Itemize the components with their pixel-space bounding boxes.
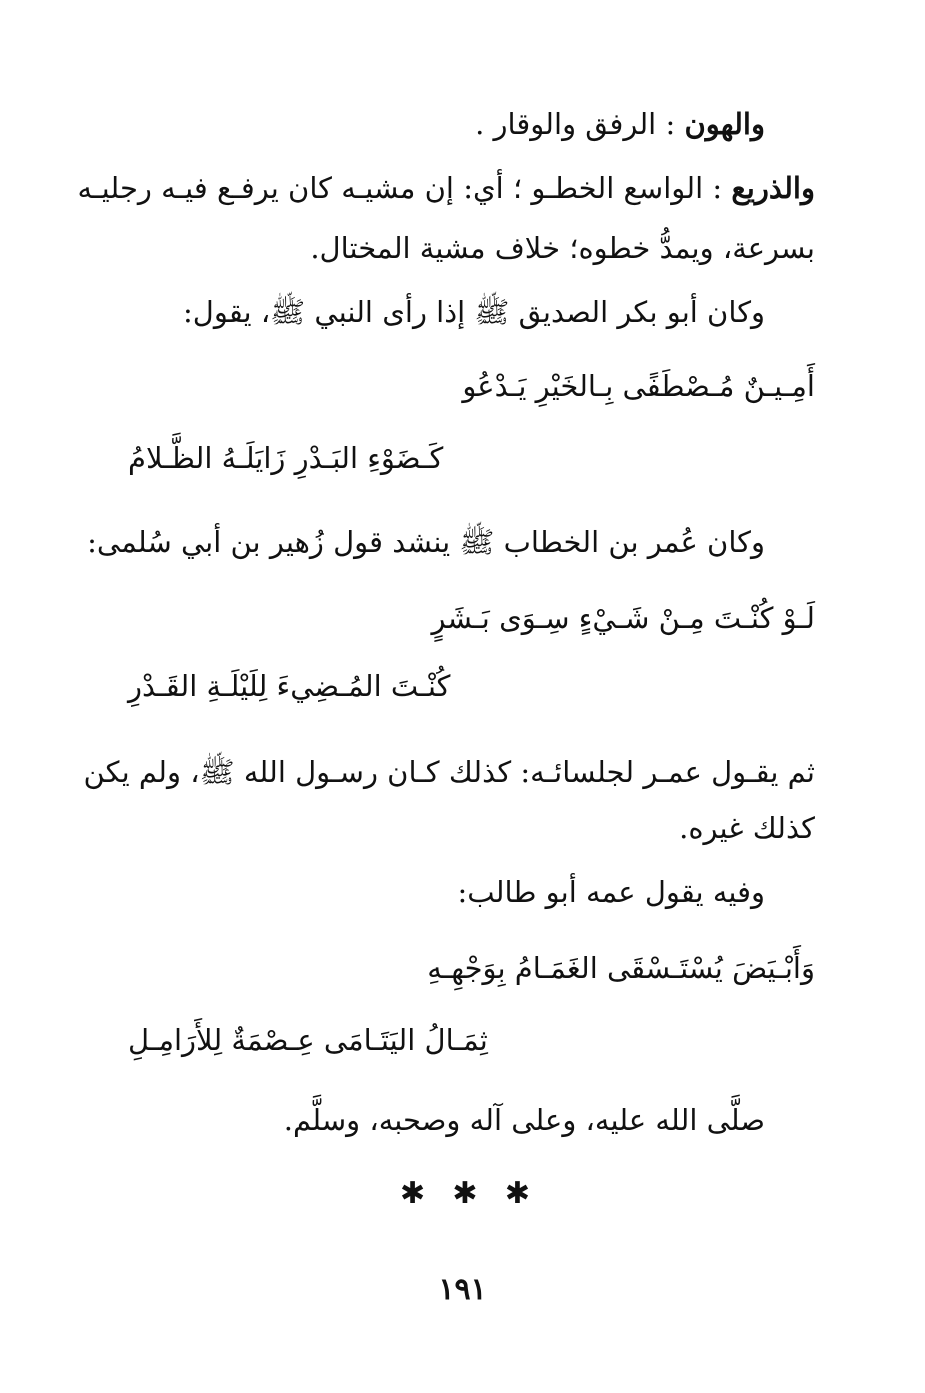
poem-verse-3-second: ثِمَـالُ اليَتَـامَى عِـصْمَةٌ لِلأَرَامِـلِ <box>128 1023 488 1057</box>
section-separator <box>400 1174 530 1214</box>
term-dhareea: والذريع <box>731 171 815 205</box>
definition-text: : الواسع الخطـو ؛ أي: إن مشيـه كان يرفـع فيـه رجليـه <box>77 171 723 205</box>
definition-dhareea <box>77 168 815 208</box>
paragraph-line: ثم يقـول عمـر لجلسائـه: كذلك كـان رسـول الله ﷺ، ولم يكن <box>83 755 815 789</box>
paragraph-line: وكان أبو بكر الصديق ﷺ إذا رأى النبي ﷺ، يقول: <box>183 295 765 329</box>
definition-wahoon <box>475 104 765 144</box>
poem-verse-1-first: أَمِـيـنٌ مُـصْطَفًى بِـالخَيْرِ يَـدْعُو <box>462 369 815 403</box>
poem-verse-3-first: وَأَبْـيَضَ يُسْتَـسْقَى الغَمَـامُ بِوَجْهِـهِ <box>427 951 815 985</box>
poem-verse-2-first: لَـوْ كُنْـتَ مِـنْ شَـيْءٍ سِـوَى بَـشَرٍ <box>431 601 815 635</box>
asterisk-icon: ✱ <box>452 1176 478 1211</box>
definition-text: : الرفق والوقار . <box>475 107 676 141</box>
paragraph-line: صلَّى الله عليه، وعلى آله وصحبه، وسلَّم. <box>283 1103 765 1137</box>
asterisk-icon: ✱ <box>504 1176 530 1211</box>
poem-verse-1-second: كَـضَوْءِ البَـدْرِ زَايَلَـهُ الظَّـلامُ <box>128 441 444 475</box>
paragraph-line: كذلك غيره. <box>679 811 815 845</box>
page-number: ١٩١ <box>438 1272 487 1307</box>
term-wahoon: والهون <box>684 107 765 141</box>
poem-verse-2-second: كُنْـتَ المُـضِيءَ لِلَيْلَـةِ القَـدْرِ <box>128 669 451 703</box>
paragraph-line: وكان عُمر بن الخطاب ﷺ ينشد قول زُهير بن أبي سُلمى: <box>87 525 765 559</box>
asterisk-icon: ✱ <box>400 1176 426 1211</box>
paragraph-line: بسرعة، ويمدُّ خطوه؛ خلاف مشية المختال. <box>310 231 815 265</box>
paragraph-line: وفيه يقول عمه أبو طالب: <box>457 875 765 909</box>
